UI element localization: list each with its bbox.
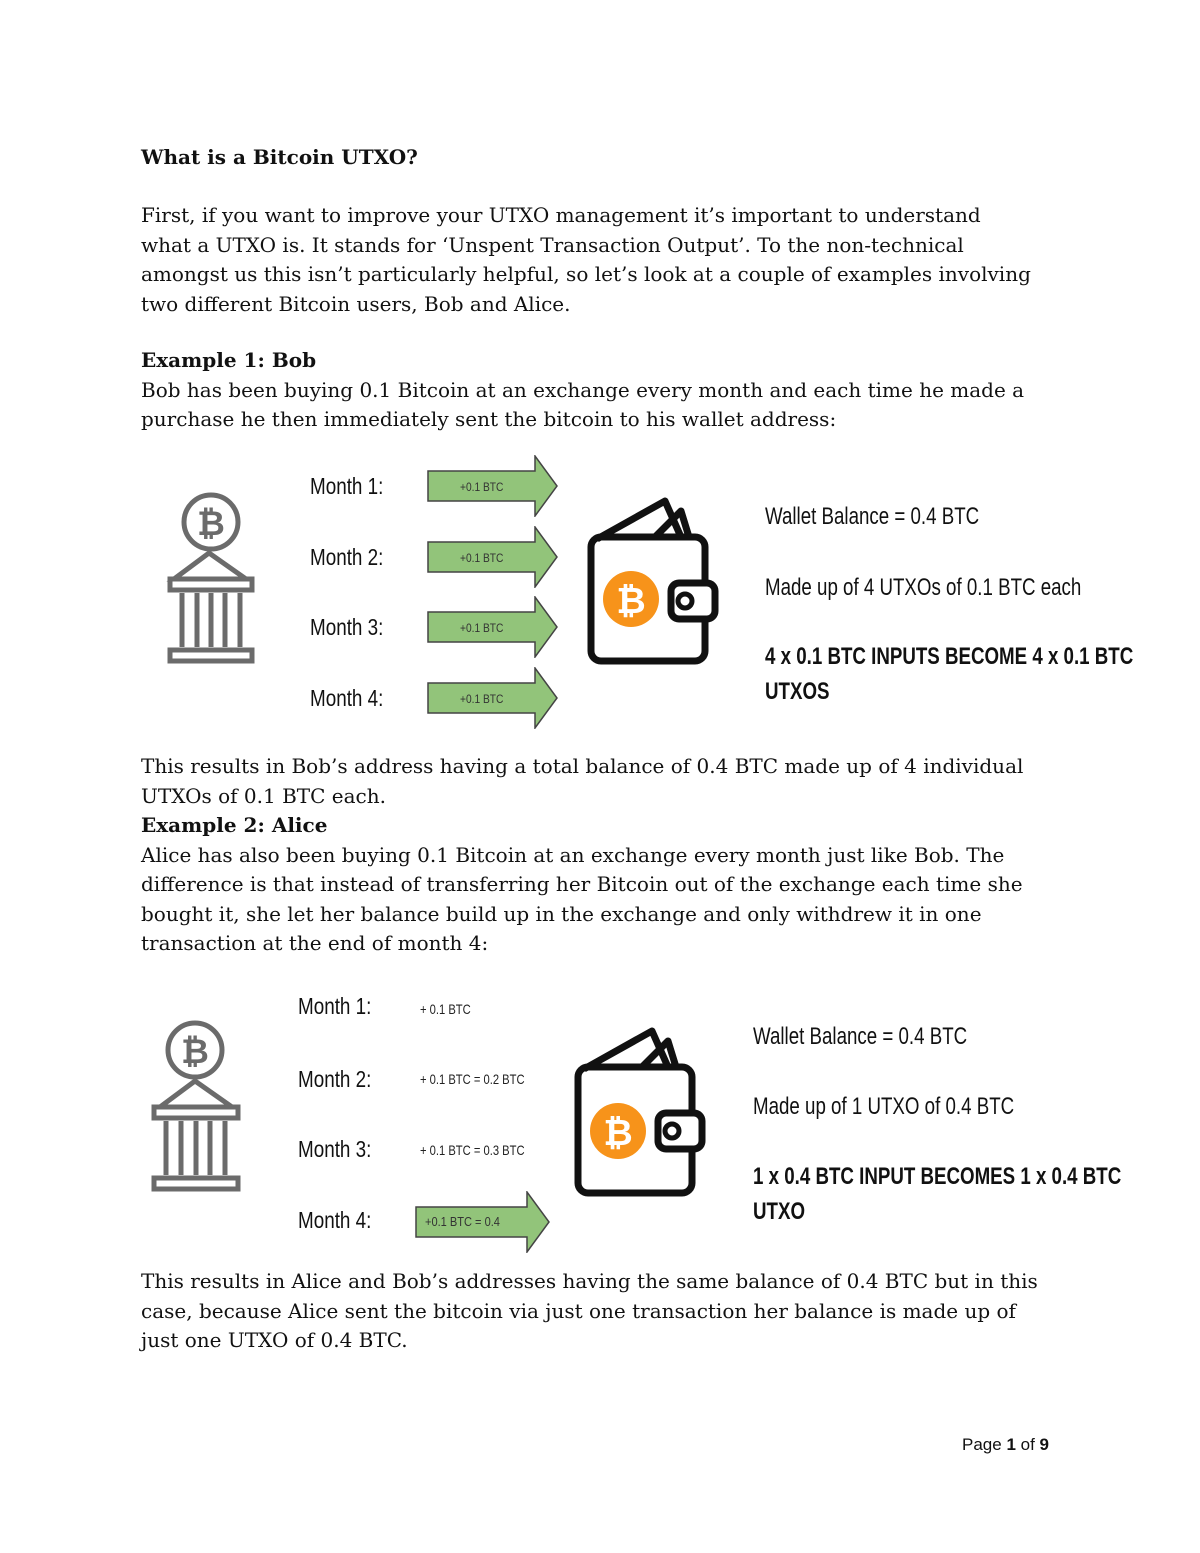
- bank-bitcoin-icon: [146, 1015, 244, 1197]
- balance-increment: + 0.1 BTC = 0.3 BTC: [420, 1142, 525, 1158]
- month-label: Month 1:: [310, 473, 384, 499]
- bitcoin-wallet-icon: [572, 1027, 707, 1199]
- arrow-label: +0.1 BTC = 0.4: [425, 1214, 500, 1229]
- intro-paragraph: [141, 201, 1071, 319]
- example1-result: [141, 752, 1071, 959]
- result-line: This results in Bob’s address having a total balance of 0.4 BTC made up of 4 individual: [141, 754, 1024, 778]
- example2-line: transaction at the end of month 4:: [141, 931, 489, 955]
- example1-line: purchase he then immediately sent the bitcoin to his wallet address:: [141, 407, 837, 431]
- example2-line: bought it, she let her balance build up in the exchange and only withdrew it in one: [141, 901, 982, 926]
- example2-heading: Example 2: Alice: [141, 813, 328, 837]
- intro-line: what a UTXO is. It stands for ‘Unspent Transaction Output’. To the non-technical: [141, 232, 964, 257]
- result-line: UTXOs of 0.1 BTC each.: [141, 783, 386, 808]
- month-label: Month 2:: [298, 1066, 372, 1092]
- svg-text:₿: ₿: [603, 1113, 633, 1154]
- month-label: Month 4:: [298, 1207, 372, 1233]
- wallet-balance: Wallet Balance = 0.4 BTC: [753, 1023, 968, 1050]
- balance-increment: + 0.1 BTC = 0.2 BTC: [420, 1071, 525, 1087]
- result-line: case, because Alice sent the bitcoin via just one transaction her balance is made up of: [141, 1298, 1016, 1323]
- wallet-balance: Wallet Balance = 0.4 BTC: [765, 503, 980, 530]
- intro-line: First, if you want to improve your UTXO management it’s important to understand: [141, 203, 981, 227]
- svg-text:₿: ₿: [197, 504, 225, 544]
- utxo-summary: 4 x 0.1 BTC INPUTS BECOME 4 x 0.1 BTC: [765, 643, 1134, 670]
- intro-line: amongst us this isn’t particularly helpful, so let’s look at a couple of examples involving: [141, 262, 1031, 286]
- current-page: 1: [1006, 1435, 1016, 1454]
- utxo-summary: UTXOS: [765, 678, 830, 705]
- total-pages: 9: [1039, 1435, 1049, 1454]
- month-label: Month 3:: [310, 614, 384, 640]
- month-label: Month 4:: [310, 685, 384, 711]
- page-of: of: [1015, 1435, 1040, 1454]
- example2-result: [141, 1267, 1071, 1356]
- alice-diagram: [0, 985, 1200, 1265]
- utxo-summary: 1 x 0.4 BTC INPUT BECOMES 1 x 0.4 BTC: [753, 1163, 1122, 1190]
- svg-text:₿: ₿: [616, 581, 646, 622]
- month-label: Month 1:: [298, 993, 372, 1019]
- result-line: just one UTXO of 0.4 BTC.: [141, 1328, 408, 1352]
- month-label: Month 2:: [310, 544, 384, 570]
- example1-heading: Example 1: Bob: [141, 348, 317, 372]
- arrow-label: +0.1 BTC: [460, 621, 504, 635]
- utxo-composition: Made up of 4 UTXOs of 0.1 BTC each: [765, 574, 1082, 601]
- result-line: This results in Alice and Bob’s addresses having the same balance of 0.4 BTC but in this: [141, 1269, 1038, 1293]
- page-number: [962, 1435, 1049, 1455]
- page-title: What is a Bitcoin UTXO?: [141, 145, 418, 169]
- svg-text:₿: ₿: [181, 1032, 209, 1072]
- utxo-composition: Made up of 1 UTXO of 0.4 BTC: [753, 1093, 1015, 1120]
- month-label: Month 3:: [298, 1136, 372, 1162]
- arrow-label: +0.1 BTC: [460, 551, 504, 565]
- bank-bitcoin-icon: [160, 487, 258, 669]
- example1-section: [141, 346, 1071, 435]
- arrow-label: +0.1 BTC: [460, 480, 504, 494]
- balance-increment: + 0.1 BTC: [420, 1001, 471, 1017]
- bob-diagram: [0, 445, 1200, 745]
- intro-line: two different Bitcoin users, Bob and Alice.: [141, 291, 571, 316]
- arrow-label: +0.1 BTC: [460, 692, 504, 706]
- bitcoin-wallet-icon: [585, 497, 720, 667]
- example1-line: Bob has been buying 0.1 Bitcoin at an exchange every month and each time he made a: [141, 377, 1025, 402]
- utxo-summary: UTXO: [753, 1198, 806, 1225]
- example2-line: difference is that instead of transferring her Bitcoin out of the exchange each time she: [141, 872, 1023, 896]
- page-prefix: Page: [962, 1435, 1007, 1454]
- example2-line: Alice has also been buying 0.1 Bitcoin at an exchange every month just like Bob. The: [141, 842, 1005, 867]
